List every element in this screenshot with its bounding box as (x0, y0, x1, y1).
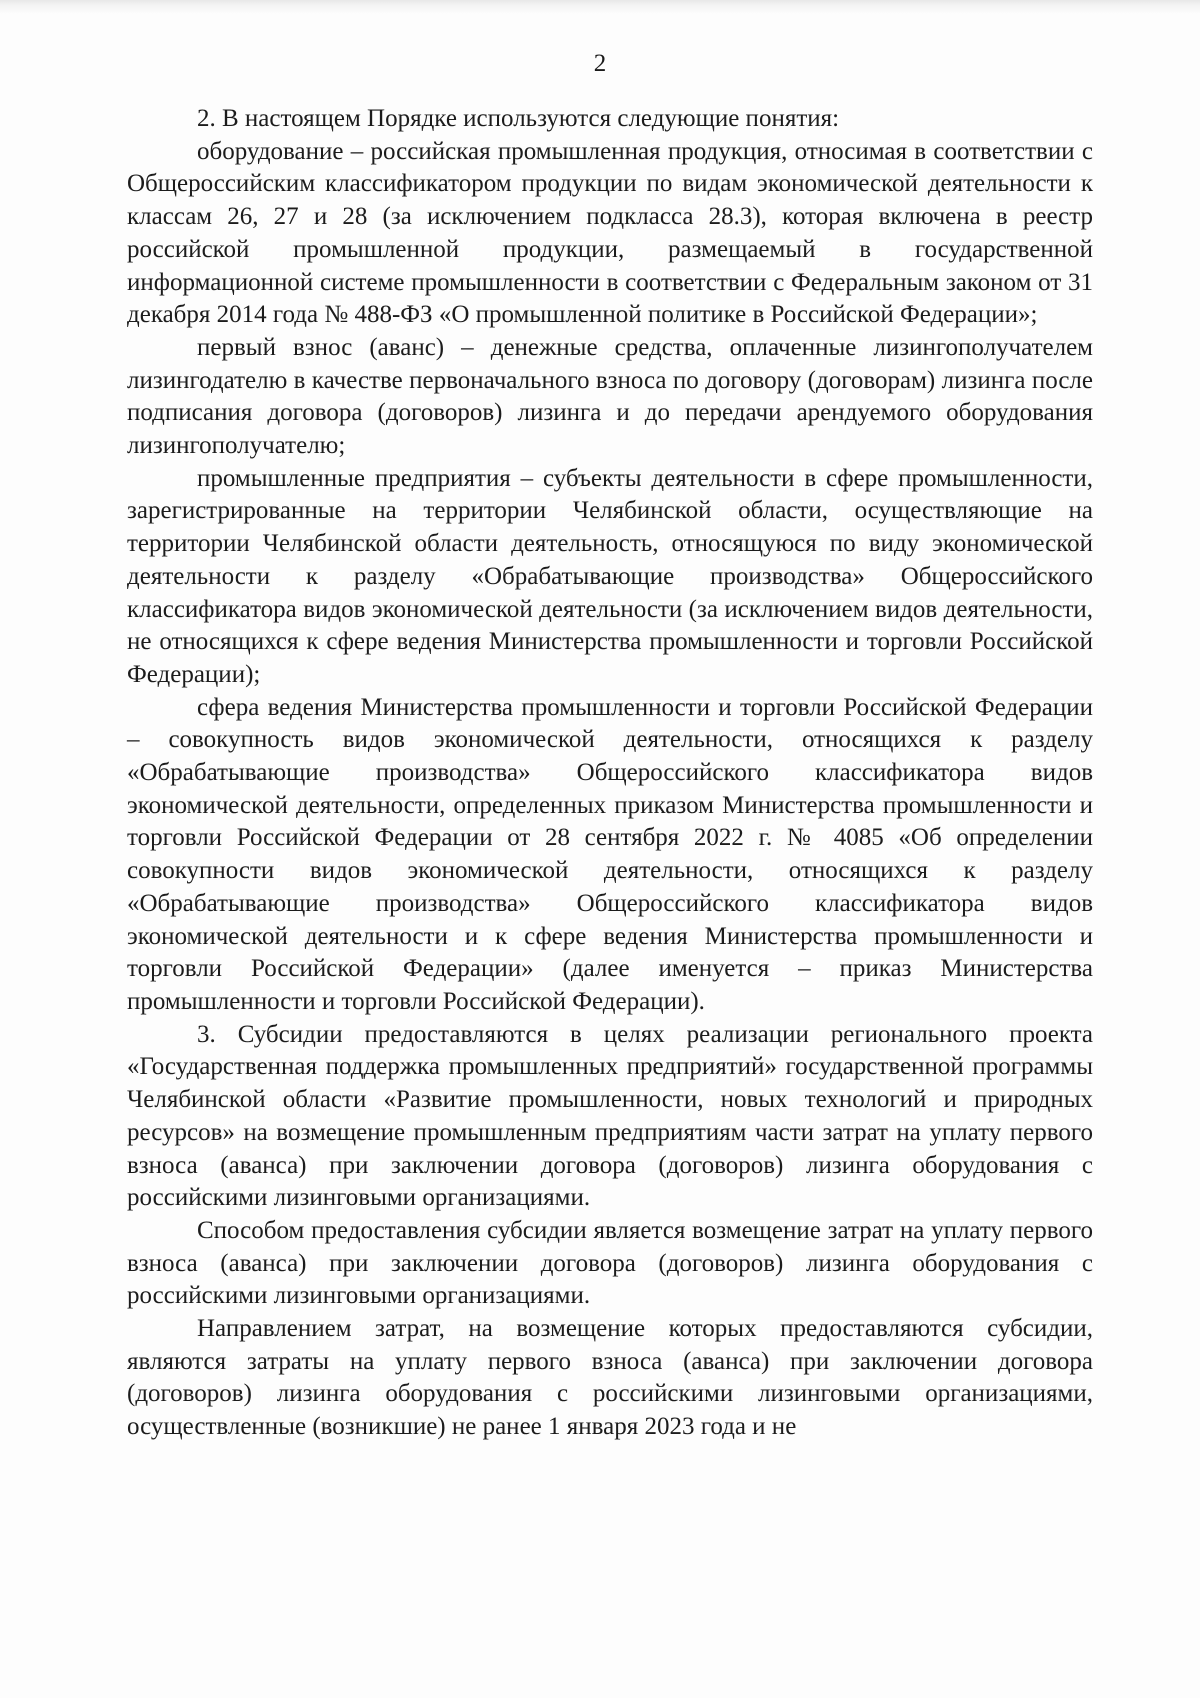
definition-ministry-sphere: сфера ведения Министерства промышленности и торговли Российской Федерации – совокупность видов экономической деятельности, относящихся к разделу «Обрабатывающие производства» Общероссийского классификатора видов экономической деятельности, определенных приказом Министерства промышленности и торговли Российской Федерации от 28 сентября 2022 г. № 4085 «Об определении совокупности видов экономической деятельности, относящихся к разделу «Обрабатывающие производства» Общероссийского классификатора видов экономической деятельности и к сфере ведения Министерства промышленности и торговли Российской Федерации» (далее именуется – приказ Министерства промышленности и торговли Российской Федерации). (127, 693, 1093, 1015)
definition-industrial-enterprises: промышленные предприятия – субъекты деятельности в сфере промышленности, зарегистрированные на территории Челябинской области, осуществляющие на территории Челябинской области деятельность, относящуюся по виду экономической деятельности к разделу «Обрабатывающие производства» Общероссийского классификатора видов экономической деятельности (за исключением видов деятельности, не относящихся к сфере ведения Министерства промышленности и торговли Российской Федерации); (127, 464, 1093, 688)
paragraph-cost-direction: Направлением затрат, на возмещение которых предоставляются субсидии, являются затраты на уплату первого взноса (аванса) при заключении договора (договоров) лизинга оборудования с российскими лизинговыми организациями, осуществленные (возникшие) не ранее 1 января 2023 года и не (127, 1315, 1093, 1441)
scan-edge-shadow (0, 0, 1200, 14)
paragraph-subsidy-method: Способом предоставления субсидии является возмещение затрат на уплату первого взноса (аванса) при заключении договора (договоров) лизинга оборудования с российскими лизинговыми организациями. (127, 1216, 1093, 1310)
paragraph-item-3-purpose: 3. Субсидии предоставляются в целях реализации регионального проекта «Государственная поддержка промышленных предприятий» государственной программы Челябинской области «Развитие промышленности, новых технологий и природных ресурсов» на возмещение промышленным предприятиям части затрат на уплату первого взноса (аванса) при заключении договора (договоров) лизинга оборудования с российскими лизинговыми организациями. (127, 1020, 1093, 1212)
paragraph-item-2-intro: 2. В настоящем Порядке используются следующие понятия: (197, 105, 840, 132)
page-number: 2 (593, 50, 607, 77)
definition-first-payment: первый взнос (аванс) – денежные средства, оплаченные лизингополучателем лизингодателю в качестве первоначального взноса по договору (договорам) лизинга после подписания договора (договоров) лизинга и до передачи арендуемого оборудования лизингополучателю; (127, 333, 1093, 460)
document-body (127, 103, 1093, 1444)
definition-equipment: оборудование – российская промышленная продукция, относимая в соответствии с Общероссийским классификатором продукции по видам экономической деятельности к классам 26, 27 и 28 (за исключением подкласса 28.3), которая включена в реестр российской промышленной продукции, размещаемый в государственной информационной системе промышленности в соответствии с Федеральным законом от 31 декабря 2014 года № 488-ФЗ «О промышленной политике в Российской Федерации»; (127, 137, 1093, 329)
